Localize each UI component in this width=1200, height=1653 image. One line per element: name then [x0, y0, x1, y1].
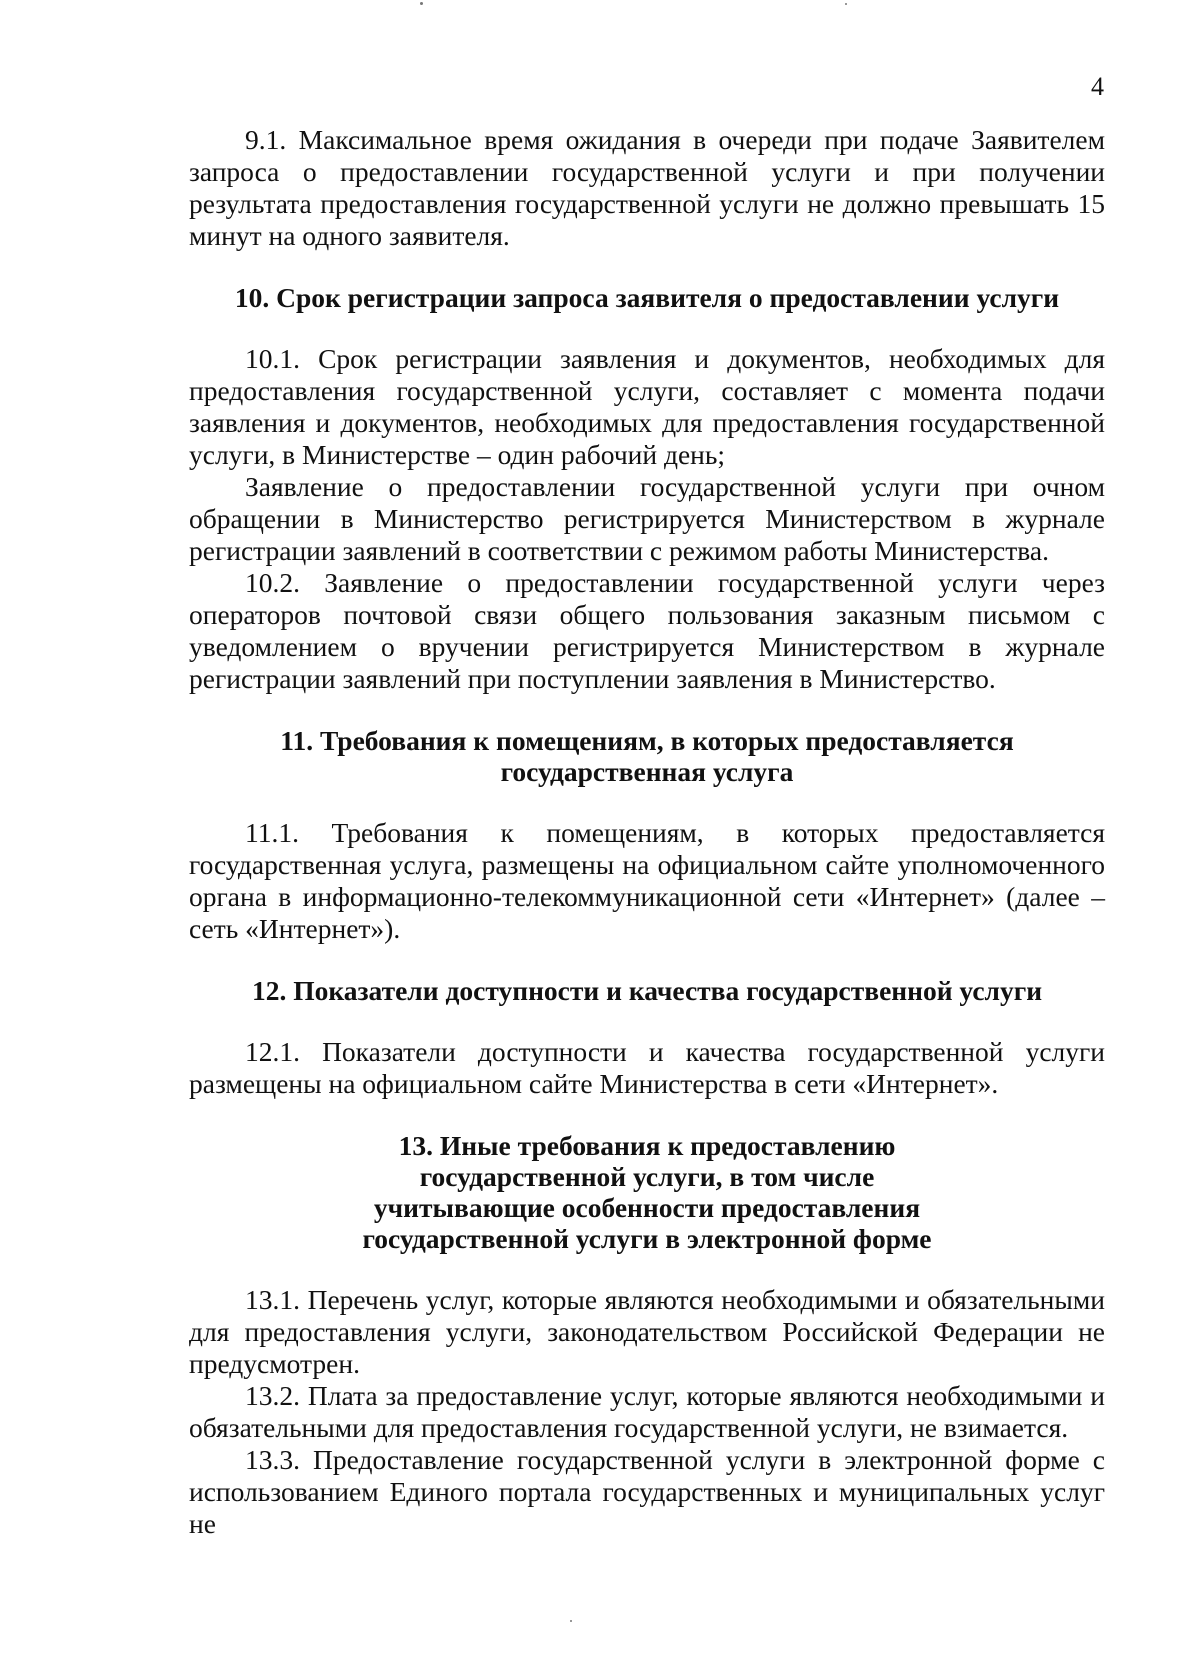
- paragraph-10-1: 10.1. Срок регистрации заявления и документов, необходимых для предоставления государственной услуги, составляет с момента подачи заявления и документов, необходимых для предоставления государственной услуги, в Министерстве – один рабочий день;: [189, 343, 1105, 470]
- document-body: [189, 124, 1105, 1540]
- heading-section-12: 12. Показатели доступности и качества государственной услуги: [251, 975, 1043, 1006]
- paragraph-13-1: 13.1. Перечень услуг, которые являются необходимыми и обязательными для предоставления услуги, законодательством Российской Федерации не предусмотрен.: [189, 1284, 1105, 1379]
- page-number: 4: [1091, 72, 1104, 101]
- paragraph-10-2: 10.2. Заявление о предоставлении государственной услуги через операторов почтовой связи общего пользования заказным письмом с уведомлением о вручении регистрируется Министерством в журнале регистрации заявлений при поступлении заявления в Министерство.: [189, 567, 1105, 694]
- heading-section-11: 11. Требования к помещениям, в которых предоставляется государственная услуга: [280, 725, 1014, 787]
- scan-speck: [420, 2, 423, 5]
- paragraph-13-3: 13.3. Предоставление государственной услуги в электронной форме с использованием Единого портала государственных и муниципальных услуг не: [189, 1444, 1105, 1539]
- heading-section-10: 10. Срок регистрации запроса заявителя о предоставлении услуги: [234, 282, 1060, 313]
- paragraph-10-1-cont: Заявление о предоставлении государственной услуги при очном обращении в Министерство регистрируется Министерством в журнале регистрации заявлений в соответствии с режимом работы Министерства.: [189, 471, 1105, 566]
- paragraph-9-1: 9.1. Максимальное время ожидания в очереди при подаче Заявителем запроса о предоставлении государственной услуги и при получении результата предоставления государственной услуги не должно превышать 15 минут на одного заявителя.: [189, 124, 1105, 251]
- heading-section-13: 13. Иные требования к предоставлению государственной услуги, в том числе учитывающие особенности предоставления государственной услуги в электронной форме: [362, 1130, 932, 1254]
- paragraph-12-1: 12.1. Показатели доступности и качества государственной услуги размещены на официальном сайте Министерства в сети «Интернет».: [189, 1036, 1105, 1099]
- paragraph-13-2: 13.2. Плата за предоставление услуг, которые являются необходимыми и обязательными для предоставления государственной услуги, не взимается.: [189, 1380, 1105, 1443]
- paragraph-11-1: 11.1. Требования к помещениям, в которых предоставляется государственная услуга, размещены на официальном сайте уполномоченного органа в информационно-телекоммуникационной сети «Интернет» (далее – сеть «Интернет»).: [189, 817, 1105, 944]
- scan-speck: [845, 3, 847, 5]
- scan-speck: [570, 1620, 572, 1622]
